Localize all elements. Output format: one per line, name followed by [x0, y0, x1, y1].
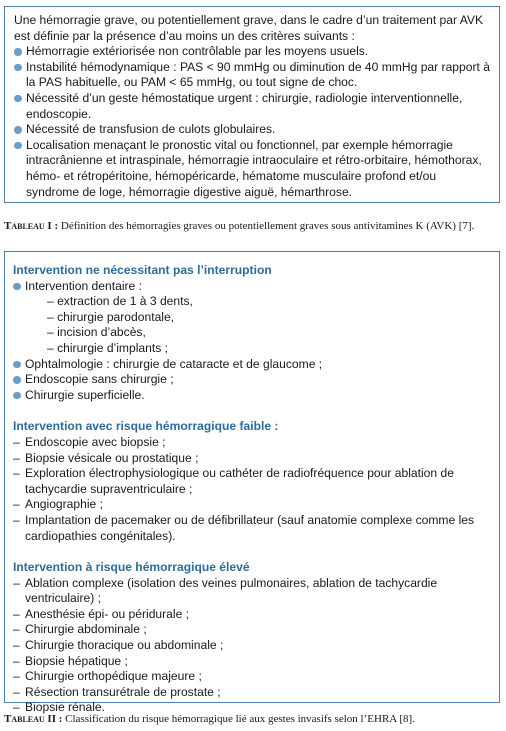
bullet-icon	[14, 64, 22, 72]
list-item: – Biopsie rénale.	[13, 700, 106, 715]
section-title-high-risk: Intervention à risque hémorragique élevé	[13, 560, 250, 575]
table-1-box	[4, 6, 500, 203]
list-item: Instabilité hémodynamique : PAS < 90 mmHg ou diminution de 40 mmHg par rapport à la PAS habituelle, ou PAM < 65 mmHg, ou tout signe de choc.	[14, 60, 491, 91]
bullet-icon	[13, 376, 21, 384]
list-item: – Chirurgie thoracique ou abdominale ;	[13, 638, 224, 653]
list-item: Hémorragie extériorisée non contrôlable par les moyens usuels.	[14, 44, 491, 60]
low-risk-list	[13, 435, 491, 544]
section-title-no-interruption: Intervention ne nécessitant pas l’interruption	[13, 263, 272, 277]
criteria-list	[14, 44, 491, 200]
bullet-icon	[14, 95, 22, 103]
table-2-caption: Tableau II : Classification du risque hémorragique lié aux gestes invasifs selon l’EHRA [8].	[4, 713, 415, 725]
high-risk-list	[13, 576, 491, 716]
no-interruption-list	[13, 279, 491, 404]
bullet-icon	[14, 48, 22, 56]
bullet-icon	[14, 142, 22, 150]
list-item: – Endoscopie avec biopsie ;	[13, 434, 166, 449]
list-item: Intervention dentaire : – extraction de 1 à 3 dents, – chirurgie parodontale, – incision d’abcès, – chirurgie d’implants ;	[13, 279, 491, 357]
list-item: – Chirurgie orthopédique majeure ;	[13, 669, 202, 684]
list-item: – Chirurgie abdominale ;	[13, 622, 147, 637]
table-1-intro: Une hémorragie grave, ou potentiellement grave, dans le cadre d’un traitement par AVK est définie par la présence d’au moins un des critères suivants :	[14, 13, 484, 43]
list-item: – Biopsie vésicale ou prostatique ;	[13, 450, 199, 465]
list-item: Chirurgie superficielle.	[13, 388, 491, 404]
bullet-icon	[14, 126, 22, 134]
list-item: – Anesthésie épi- ou péridurale ;	[13, 606, 190, 621]
list-item: Endoscopie sans chirurgie ;	[13, 372, 491, 388]
list-item: Nécessité de transfusion de culots globulaires.	[14, 122, 491, 138]
table-1-caption: Tableau I : Définition des hémorragies graves ou potentiellement graves sous antivitamines K (AVK) [7].	[4, 220, 475, 232]
list-item: – Angiographie ;	[13, 497, 103, 512]
list-item: Localisation menaçant le pronostic vital ou fonctionnel, par exemple hémorragie intracrânienne et intraspinale, hémorragie intraoculaire et rétro-orbitaire, hémothorax, hémo- et rétropéritoine, hémopéricarde, hématome musculaire profond et/ou syndrome de loge, hémorragie digestive aiguë, hémarthrose.	[14, 138, 491, 200]
list-item: – Ablation complexe (isolation des veines pulmonaires, ablation de tachycardie ventriculaire) ;	[13, 575, 438, 606]
list-item: – chirurgie parodontale,	[47, 309, 175, 324]
bullet-icon	[13, 283, 21, 291]
bullet-icon	[13, 361, 21, 369]
list-item: – Résection transurétrale de prostate ;	[13, 684, 221, 699]
list-item: – chirurgie d’implants ;	[47, 340, 168, 355]
list-item: – incision d’abcès,	[47, 325, 146, 340]
table-2-box	[4, 251, 500, 715]
list-item: Ophtalmologie : chirurgie de cataracte et de glaucome ;	[13, 357, 491, 373]
list-item: – extraction de 1 à 3 dents,	[47, 294, 193, 309]
dental-sublist	[25, 294, 491, 356]
list-item: – Biopsie hépatique ;	[13, 653, 128, 668]
list-item: – Implantation de pacemaker ou de défibrillateur (sauf anatomie complexe comme les cardiopathies congénitales).	[13, 512, 475, 543]
section-title-low-risk: Intervention avec risque hémorragique faible :	[13, 419, 279, 434]
list-item: Nécessité d’un geste hémostatique urgent : chirurgie, radiologie interventionnelle, endoscopie.	[14, 91, 491, 122]
list-item: – Exploration électrophysiologique ou cathéter de radiofréquence pour ablation de tachycardie supraventriculaire ;	[13, 466, 454, 496]
bullet-icon	[13, 392, 21, 400]
